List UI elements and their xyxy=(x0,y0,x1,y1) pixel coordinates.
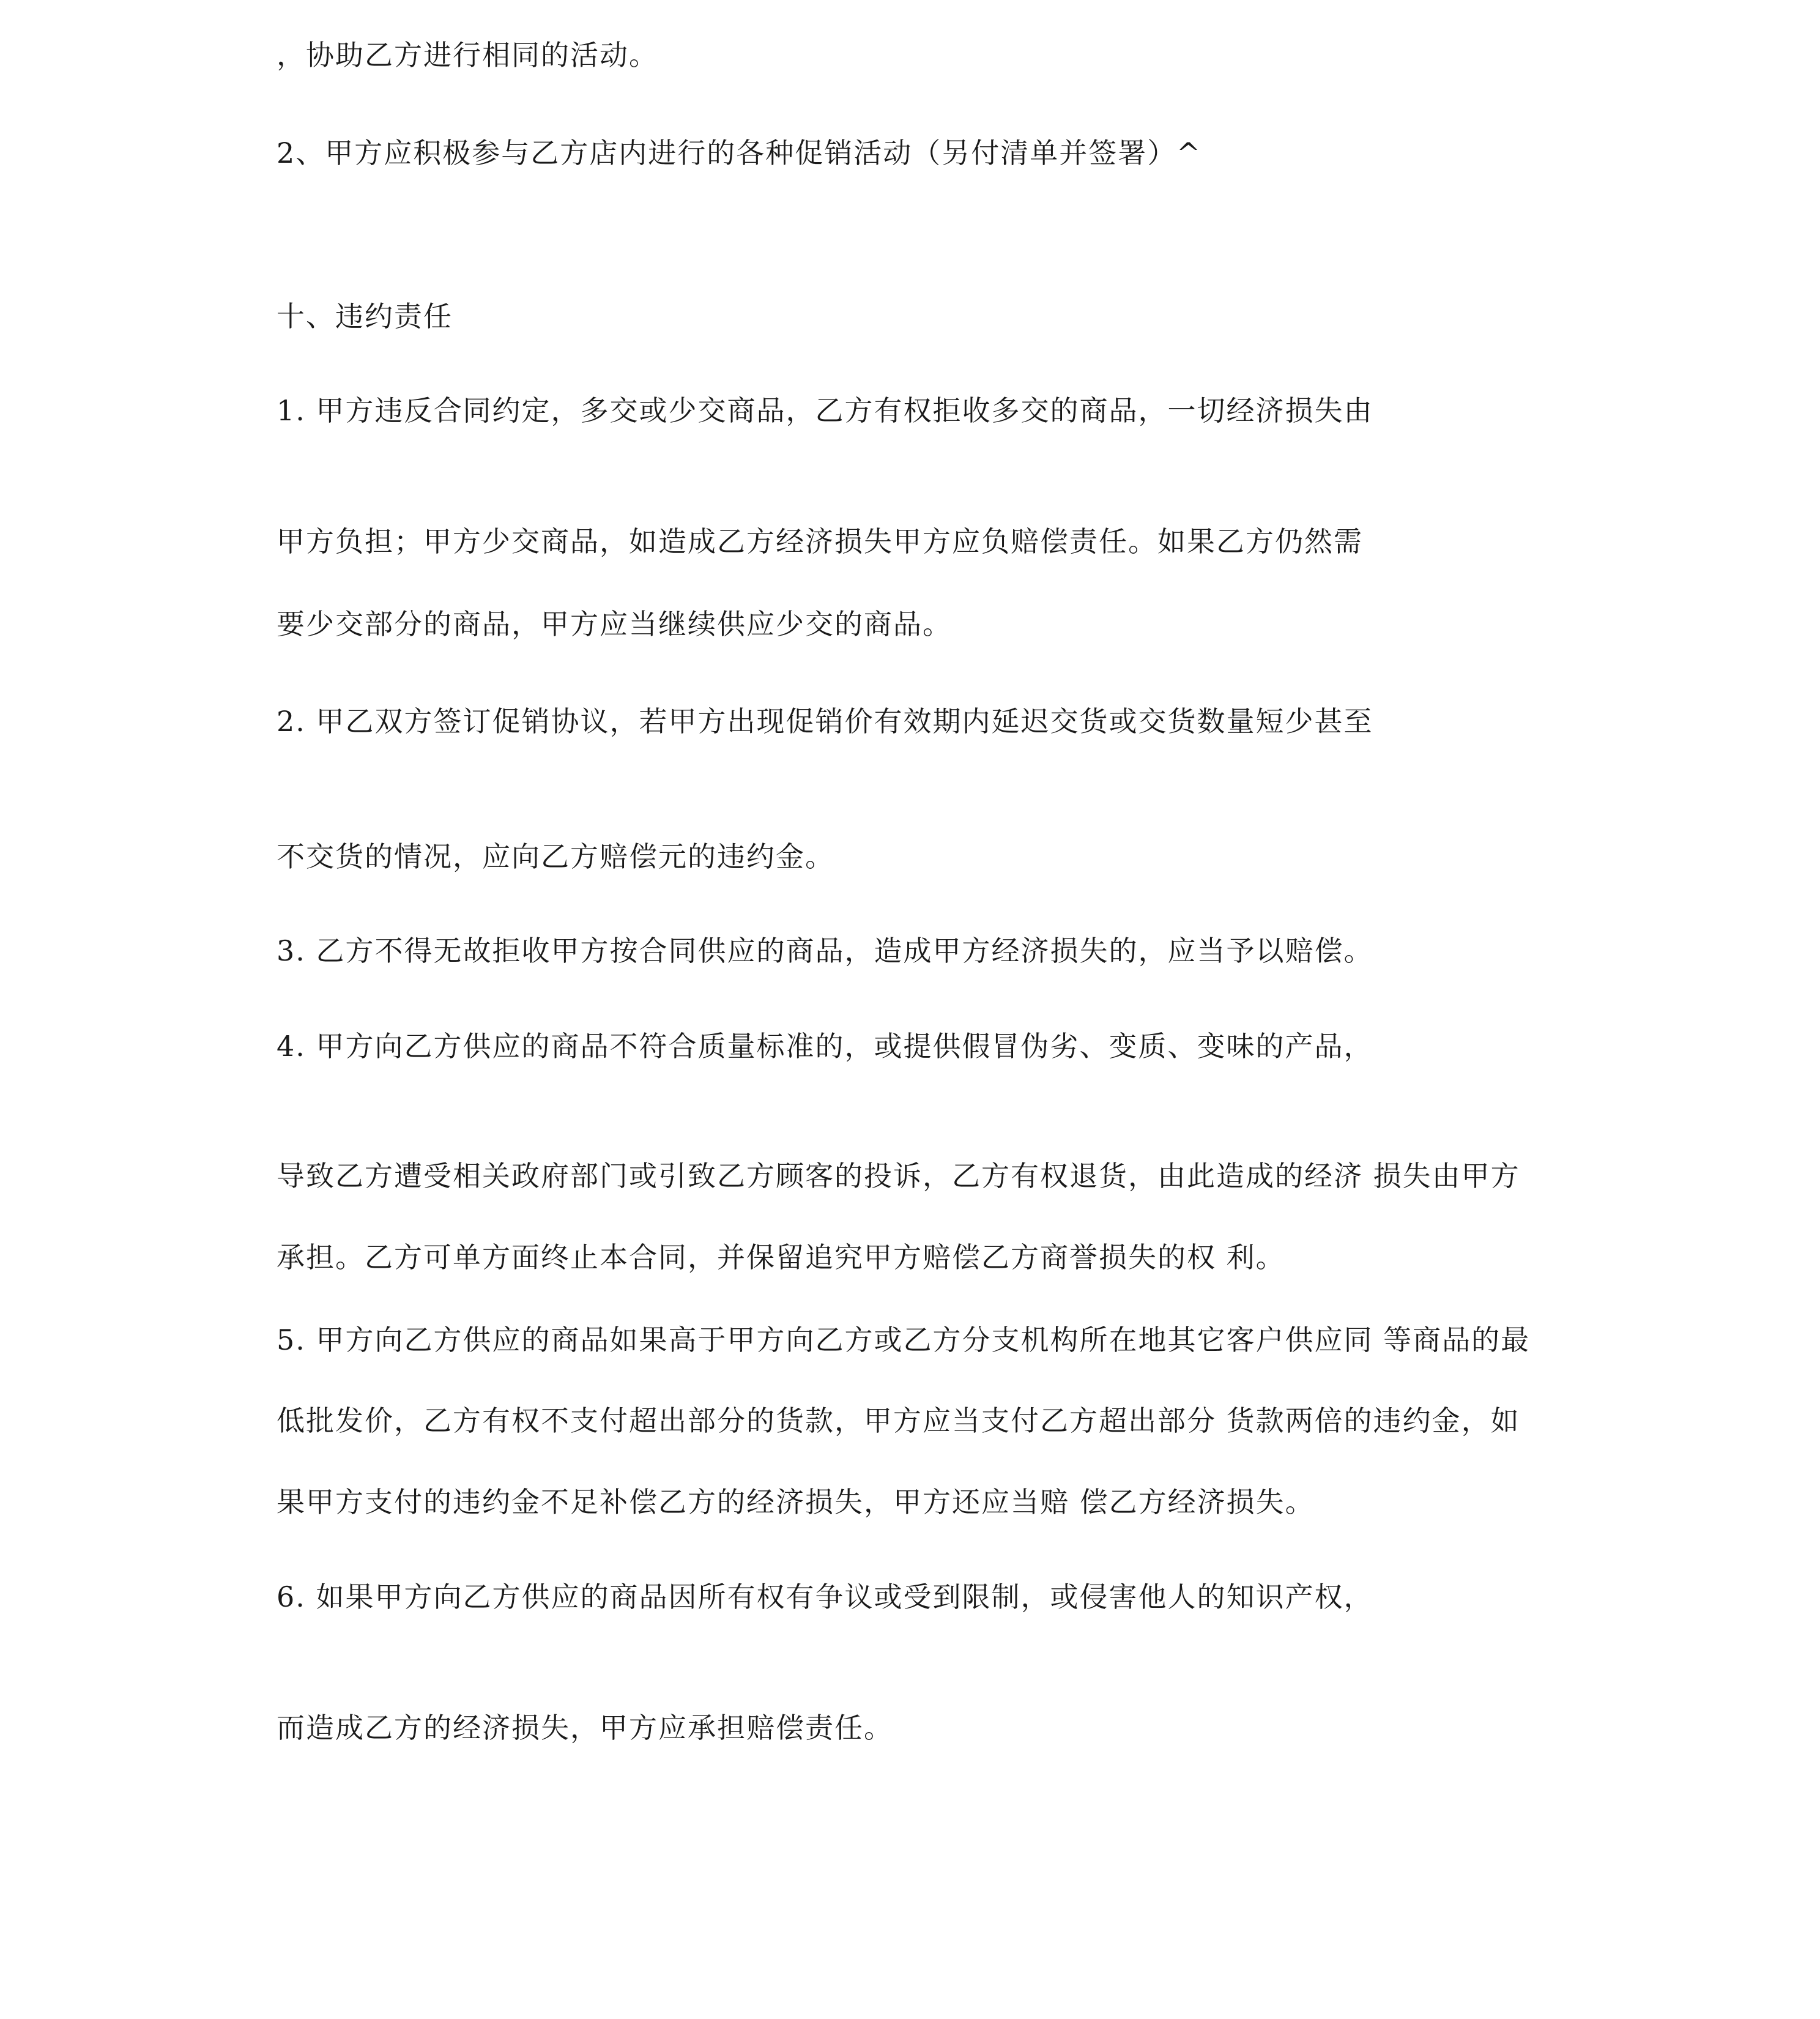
clause-10-item-1: 1. 甲方违反合同约定，多交或少交商品，乙方有权拒收多交的商品，一切经济损失由 xyxy=(277,394,1373,427)
clause-10-item-1-cont: 甲方负担；甲方少交商品，如造成乙方经济损失甲方应负赔偿责任。如果乙方仍然需 xyxy=(277,525,1363,558)
clause-10-item-1-cont: 要少交部分的商品，甲方应当继续供应少交的商品。 xyxy=(277,608,952,641)
clause-10-item-6: 6. 如果甲方向乙方供应的商品因所有权有争议或受到限制，或侵害他人的知识产权， xyxy=(277,1580,1373,1613)
clause-10-item-5: 5. 甲方向乙方供应的商品如果高于甲方向乙方或乙方分支机构所在地其它客户供应同 等商品的最 xyxy=(277,1323,1531,1356)
clause-9-item-2: 2、甲方应积极参与乙方店内进行的各种促销活动（另付清单并签署）^ xyxy=(277,136,1202,169)
clause-10-item-2-cont: 不交货的情况，应向乙方赔偿元的违约金。 xyxy=(277,840,834,873)
clause-10-item-4-cont: 承担。乙方可单方面终止本合同，并保留追究甲方赔偿乙方商誉损失的权 利。 xyxy=(277,1241,1285,1274)
text-line-continuation: ，协助乙方进行相同的活动。 xyxy=(277,39,658,72)
clause-10-item-5-cont: 果甲方支付的违约金不足补偿乙方的经济损失，甲方还应当赔 偿乙方经济损失。 xyxy=(277,1485,1315,1519)
clause-10-item-3: 3. 乙方不得无故拒收甲方按合同供应的商品，造成甲方经济损失的，应当予以赔偿。 xyxy=(277,934,1373,967)
clause-10-item-2: 2. 甲乙双方签订促销协议，若甲方出现促销价有效期内延迟交货或交货数量短少甚至 xyxy=(277,705,1373,738)
clause-10-item-4-cont: 导致乙方遭受相关政府部门或引致乙方顾客的投诉，乙方有权退货，由此造成的经济 损失由甲方 xyxy=(277,1159,1520,1192)
clause-10-item-4: 4. 甲方向乙方供应的商品不符合质量标准的，或提供假冒伪劣、变质、变味的产品， xyxy=(277,1030,1373,1063)
clause-10-item-6-cont: 而造成乙方的经济损失，甲方应承担赔偿责任。 xyxy=(277,1711,893,1744)
section-heading-10: 十、违约责任 xyxy=(277,300,453,333)
clause-10-item-5-cont: 低批发价，乙方有权不支付超出部分的货款，甲方应当支付乙方超出部分 货款两倍的违约金，如 xyxy=(277,1404,1520,1437)
